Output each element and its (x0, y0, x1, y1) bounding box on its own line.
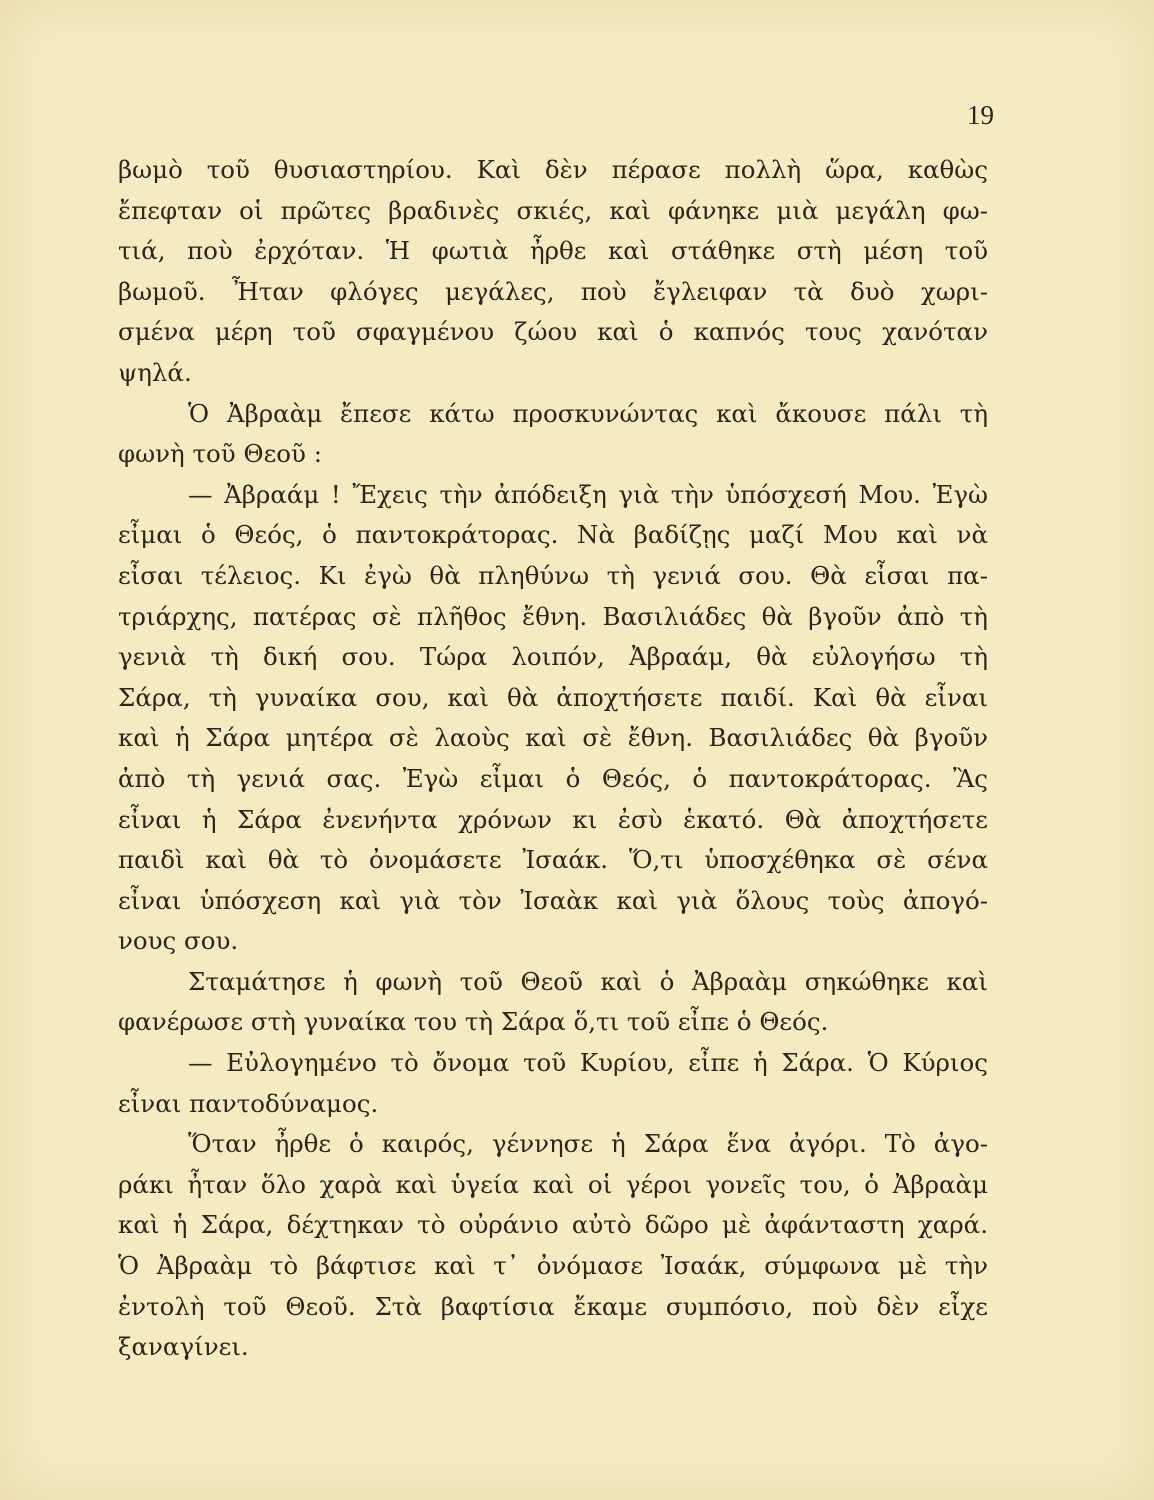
text-line: Ὁ Ἀβραὰμ ἔπεσε κάτω προσκυνώντας καὶ ἄκουσε πάλι τὴ (188, 398, 988, 428)
text-line: ἀπὸ τὴ γενιά σας. Ἐγὼ εἶμαι ὁ Θεός, ὁ παντοκράτορας. Ἂς (118, 763, 988, 793)
text-line: καὶ ἡ Σάρα μητέρα σὲ λαοὺς καὶ σὲ ἔθνη. Βασιλιάδες θὰ βγοῦν (118, 723, 988, 753)
text-line: ἐντολὴ τοῦ Θεοῦ. Στὰ βαφτίσια ἔκαμε συμπόσιο, ποὺ δὲν εἶχε (118, 1291, 988, 1321)
paragraph (118, 475, 988, 962)
paragraph (118, 1043, 988, 1124)
paragraph (118, 394, 988, 475)
paragraph (118, 962, 988, 1043)
text-line: ψηλά. (118, 357, 192, 387)
paragraph (118, 150, 988, 394)
text-line: καὶ ἡ Σάρα, δέχτηκαν τὸ οὐράνιο αὐτὸ δῶρο μὲ ἀφάνταστη χαρά. (118, 1210, 988, 1240)
text-line: γενιὰ τὴ δική σου. Τώρα λοιπόν, Ἀβραάμ, θὰ εὐλογήσω τὴ (118, 642, 988, 672)
text-line: — Εὐλογημένο τὸ ὄνομα τοῦ Κυρίου, εἶπε ἡ Σάρα. Ὁ Κύριος (188, 1048, 988, 1078)
paragraph (118, 1124, 988, 1368)
text-line: — Ἀβραάμ ! Ἔχεις τὴν ἀπόδειξη γιὰ τὴν ὑπόσχεσή Μου. Ἐγὼ (188, 479, 988, 509)
text-line: ἔπεφταν οἱ πρῶτες βραδινὲς σκιές, καὶ φάνηκε μιὰ μεγάλη φω- (118, 195, 988, 225)
text-line: νους σου. (118, 926, 239, 956)
text-line: Σάρα, τὴ γυναίκα σου, καὶ θὰ ἀποχτήσετε παιδί. Καὶ θὰ εἶναι (118, 682, 988, 712)
text-line: φανέρωσε στὴ γυναίκα του τὴ Σάρα ὅ,τι τοῦ εἶπε ὁ Θεός. (118, 1007, 829, 1037)
text-line: Ὅταν ἦρθε ὁ καιρός, γέννησε ἡ Σάρα ἕνα ἀγόρι. Τὸ ἀγο- (188, 1129, 988, 1159)
text-line: εἶναι ἡ Σάρα ἐνενήντα χρόνων κι ἐσὺ ἑκατό. Θὰ ἀποχτήσετε (118, 804, 988, 834)
text-line: Ὁ Ἀβραὰμ τὸ βάφτισε καὶ τ᾽ ὀνόμασε Ἰσαάκ, σύμφωνα μὲ τὴν (118, 1251, 988, 1281)
text-line: εἶναι ὑπόσχεση καὶ γιὰ τὸν Ἰσαὰκ καὶ γιὰ ὅλους τοὺς ἀπογό- (118, 885, 988, 915)
text-line: φωνὴ τοῦ Θεοῦ : (118, 439, 322, 469)
text-line: παιδὶ καὶ θὰ τὸ ὀνομάσετε Ἰσαάκ. Ὅ,τι ὑποσχέθηκα σὲ σένα (118, 845, 988, 875)
text-line: ράκι ἦταν ὅλο χαρὰ καὶ ὑγεία καὶ οἱ γέροι γονεῖς του, ὁ Ἀβραὰμ (118, 1169, 988, 1199)
text-line: εἶναι παντοδύναμος. (118, 1088, 379, 1118)
text-line: Σταμάτησε ἡ φωνὴ τοῦ Θεοῦ καὶ ὁ Ἀβραὰμ σηκώθηκε καὶ (188, 966, 988, 996)
text-line: τιά, ποὺ ἐρχόταν. Ἡ φωτιὰ ἦρθε καὶ στάθηκε στὴ μέση τοῦ (118, 236, 988, 266)
text-line: εἶμαι ὁ Θεός, ὁ παντοκράτορας. Νὰ βαδίζῃς μαζί Μου καὶ νὰ (118, 520, 988, 550)
text-line: τριάρχης, πατέρας σὲ πλῆθος ἔθνη. Βασιλιάδες θὰ βγοῦν ἀπὸ τὴ (118, 601, 988, 631)
text-line: βωμὸ τοῦ θυσιαστηρίου. Καὶ δὲν πέρασε πολλὴ ὥρα, καθὼς (118, 155, 988, 184)
page-number: 19 (967, 100, 994, 130)
text-line: ξαναγίνει. (118, 1332, 249, 1362)
text-line: σμένα μέρη τοῦ σφαγμένου ζώου καὶ ὁ καπνός τους χανόταν (118, 317, 988, 347)
text-line: βωμοῦ. Ἦταν φλόγες μεγάλες, ποὺ ἔγλειφαν τὰ δυὸ χωρι- (118, 276, 988, 306)
body-text (118, 150, 988, 1368)
text-line: εἶσαι τέλειος. Κι ἐγὼ θὰ πληθύνω τὴ γενιά σου. Θὰ εἶσαι πα- (118, 560, 988, 590)
